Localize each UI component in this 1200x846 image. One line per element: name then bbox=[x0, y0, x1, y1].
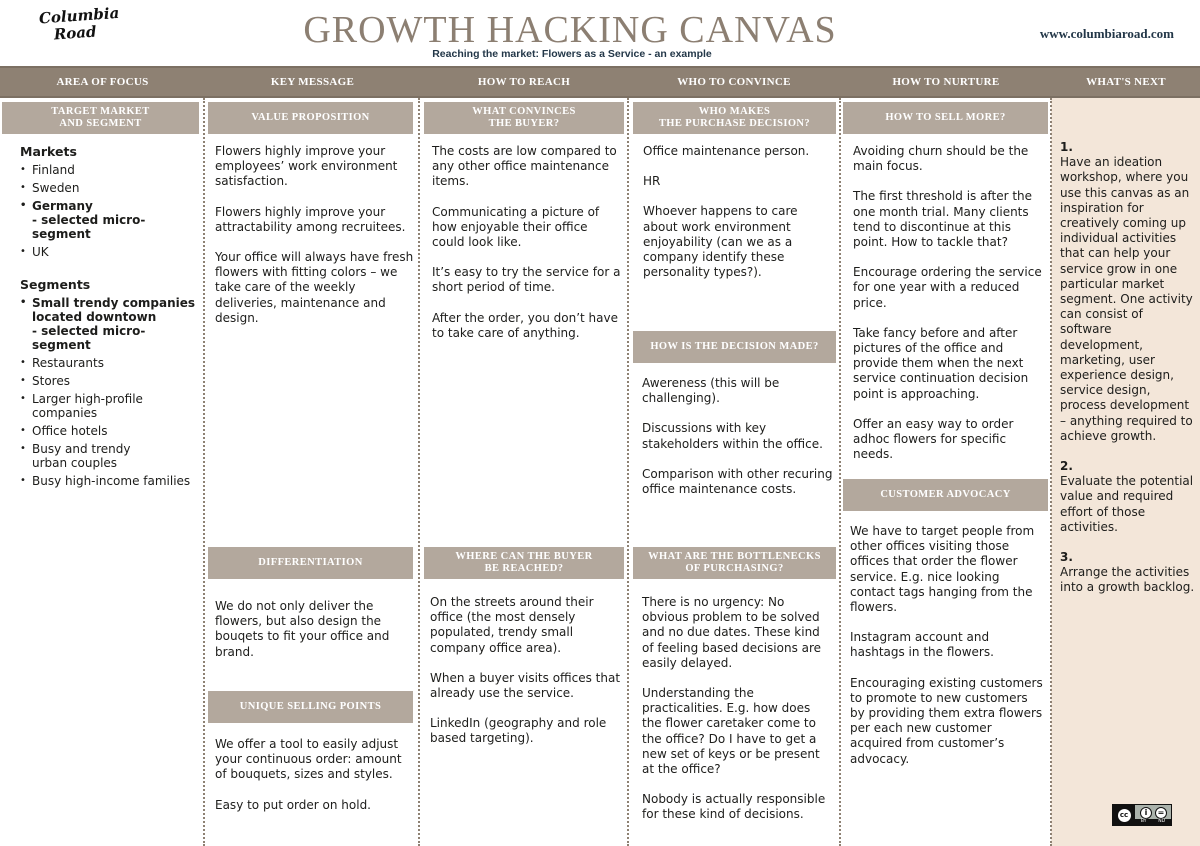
step-2: 2. Evaluate the potential value and required effort of those activities. bbox=[1060, 459, 1194, 534]
list-item: • Finland bbox=[20, 163, 200, 177]
column-divider bbox=[839, 98, 841, 846]
section-header-where-reached: WHERE CAN THE BUYER BE REACHED? bbox=[424, 547, 624, 579]
section-header-what-convinces: WHAT CONVINCES THE BUYER? bbox=[424, 102, 624, 134]
value-proposition-content: Flowers highly improve your employees’ work environment satisfaction. Flowers highly improve your attractability among recruitees. Your office will always have fresh flowers with fitting colors – we take care of the weekly deliveries, maintenance and design. bbox=[215, 144, 414, 325]
creative-commons-badge[interactable]: cc i = BY ND bbox=[1112, 804, 1172, 826]
column-divider bbox=[203, 98, 205, 846]
page-header bbox=[0, 0, 1200, 66]
list-item: • Larger high-profile companies bbox=[20, 392, 200, 420]
section-header-who-makes: WHO MAKES THE PURCHASE DECISION? bbox=[633, 102, 836, 134]
list-item: • Small trendy companies located downtown - selected micro-segment bbox=[20, 296, 200, 352]
column-how-to-nurture: HOW TO NURTURE bbox=[892, 76, 1000, 88]
section-header-how-decision: HOW IS THE DECISION MADE? bbox=[633, 331, 836, 363]
what-convinces-content: The costs are low compared to any other office maintenance items. Communicating a picture of how enjoyable their office could look like. It’s easy to try the service for a short period of time. After the order, you don’t have to take care of anything. bbox=[432, 144, 621, 340]
section-header-sell-more: HOW TO SELL MORE? bbox=[843, 102, 1048, 134]
section-header-value-proposition: VALUE PROPOSITION bbox=[208, 102, 413, 134]
list-item: • Restaurants bbox=[20, 356, 200, 370]
page-subtitle: Reaching the market: Flowers as a Service - an example bbox=[432, 48, 712, 60]
section-header-differentiation: DIFFERENTIATION bbox=[208, 547, 413, 579]
section-header-customer-advocacy: CUSTOMER ADVOCACY bbox=[843, 479, 1048, 511]
column-divider bbox=[418, 98, 420, 846]
differentiation-content: We do not only deliver the flowers, but also design the bouqets to fit your office and brand. bbox=[215, 599, 390, 659]
no-derivatives-icon: = bbox=[1155, 807, 1167, 819]
markets-title: Markets bbox=[20, 144, 77, 159]
step-1: 1. Have an ideation workshop, where you use this canvas as an inspiration for creatively coming up individual activities that can help your service grow in one particular market segment. One activity can consist of software development, marketing, user experience design, service design, process development – anything required to achieve growth. bbox=[1060, 140, 1193, 443]
list-item: • UK bbox=[20, 245, 200, 259]
who-makes-content: Office maintenance person. HR Whoever happens to care about work environment enjoyability (can we as a company identify these personality types?). bbox=[643, 144, 810, 280]
column-divider bbox=[627, 98, 629, 846]
list-item: • Busy high-income families bbox=[20, 474, 200, 488]
whats-next-content bbox=[1060, 140, 1195, 611]
column-divider bbox=[1050, 98, 1052, 846]
segments-title: Segments bbox=[20, 277, 91, 293]
sell-more-content: Avoiding churn should be the main focus. The first threshold is after the one month trial. Many clients tend to discontinue at this point. How to tackle that? Encourage ordering the service for one year with a reduced price. Take fancy before and after pictures of the office and provide them when the next service continuation decision point is approaching. Offer an easy way to order adhoc flowers for specific needs. bbox=[853, 144, 1042, 462]
page-title: GROWTH HACKING CANVAS bbox=[303, 9, 837, 51]
website-link[interactable]: www.columbiaroad.com bbox=[1039, 26, 1174, 41]
column-who-to-convince: WHO TO CONVINCE bbox=[677, 76, 791, 88]
column-key-message: KEY MESSAGE bbox=[270, 76, 355, 88]
markets-list bbox=[20, 163, 200, 259]
section-header-unique-selling-points: UNIQUE SELLING POINTS bbox=[208, 691, 413, 723]
column-header-bar bbox=[0, 66, 1200, 98]
list-item: • Stores bbox=[20, 374, 200, 388]
customer-advocacy-content: We have to target people from other offices visiting those offices that order the flower service. E.g. nice looking contact tags hanging from the flowers. Instagram account and hashtags in the flowers. Encouraging existing customers to promote to new customers by providing them extra flowers per each new customer acquired from customer’s advocacy. bbox=[850, 524, 1043, 766]
attribution-icon: i bbox=[1140, 807, 1152, 819]
bottlenecks-content: There is no urgency: No obvious problem to be solved and no due dates. These kind of feeling based decisions are easily delayed. Understanding the practicalities. E.g. how does the flower caretaker come to the office? Do I have to get a new set of keys or be present at the office? Nobody is actually responsible for these kind of decisions. bbox=[642, 595, 826, 822]
section-header-bottlenecks: WHAT ARE THE BOTTLENECKS OF PURCHASING? bbox=[633, 547, 836, 579]
cc-icon: cc bbox=[1113, 805, 1135, 825]
list-item: • Germany - selected micro-segment bbox=[20, 199, 200, 241]
column-how-to-reach: HOW TO REACH bbox=[477, 76, 571, 88]
segments-list bbox=[20, 296, 200, 488]
list-item: • Busy and trendy urban couples bbox=[20, 442, 200, 470]
list-item: • Sweden bbox=[20, 181, 200, 195]
column-area-of-focus: AREA OF FOCUS bbox=[56, 76, 149, 88]
target-market-content bbox=[20, 144, 200, 492]
section-header-target-market: TARGET MARKET AND SEGMENT bbox=[2, 102, 199, 134]
list-item: • Office hotels bbox=[20, 424, 200, 438]
unique-selling-points-content: We offer a tool to easily adjust your continuous order: amount of bouquets, sizes and styles. Easy to put order on hold. bbox=[215, 737, 402, 812]
how-decision-content: Awereness (this will be challenging). Discussions with key stakeholders within the office. Comparison with other recuring office maintenance costs. bbox=[642, 376, 833, 497]
columbia-road-logo: Columbia Road bbox=[38, 3, 120, 44]
where-reached-content: On the streets around their office (the most densely populated, trendy small company office area). When a buyer visits offices that already use the service. LinkedIn (geography and role based targeting). bbox=[430, 595, 621, 746]
step-3: 3. Arrange the activities into a growth backlog. bbox=[1060, 550, 1195, 595]
column-whats-next: WHAT'S NEXT bbox=[1086, 76, 1166, 88]
